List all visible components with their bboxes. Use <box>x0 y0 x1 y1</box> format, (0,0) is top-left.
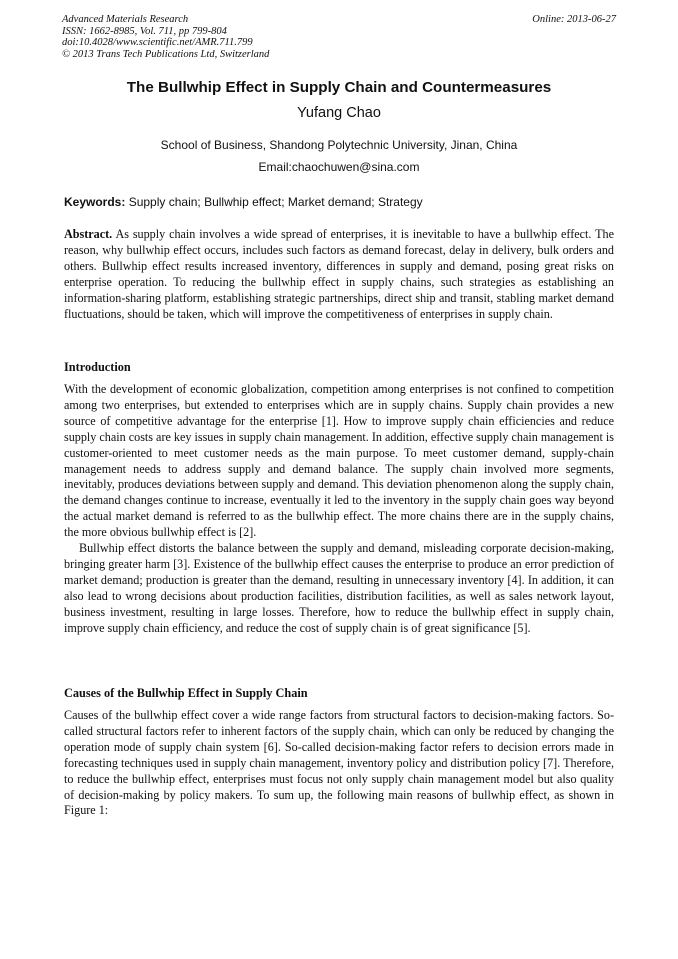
paragraph: Causes of the bullwhip effect cover a wide range factors from structural factors to decision-making factors. So-called structural factors refer to inherent factors of the supply chain, which can only be reduced by changing the operation mode of supply chain system [6]. So-called decision-making factor refers to decision errors made in forecasting techniques used in supply chain management, inventory policy and distribution policy [7]. Therefore, to reduce the bullwhip effect, enterprises must focus not only supply chain management model but also quality of decision-making by policy makers. To sum up, the following main reasons of bullwhip effect, as shown in Figure 1: <box>64 708 614 818</box>
journal-header <box>62 14 616 60</box>
section-heading-causes: Causes of the Bullwhip Effect in Supply Chain <box>64 686 308 700</box>
keywords-text: Supply chain; Bullwhip effect; Market demand; Strategy <box>128 195 423 209</box>
paragraph: With the development of economic globalization, competition among enterprises is not confined to competition among two enterprises, but extended to enterprises which are in supply chains. Supply chain provides a new source of competitive advantage for the enterprise [1]. How to improve supply chain efficiencies and reduce supply chain costs are key issues in supply chain management. In addition, effective supply chain management is customer-oriented to meet customer needs as the main purpose. To meet customer demand, supply-chain management needs to address supply and demand balance. The supply chain involved more segments, inevitably, produces deviations between supply and demand. This deviation phenomenon along the supply chain, the demand changes continue to increase, eventually it led to the inventory in the supply chain goes way beyond the actual market demand is referred to as the bullwhip effect. The more chains there are in the supply chains, the more obvious bullwhip effect is [2]. <box>64 382 615 540</box>
paper-title: The Bullwhip Effect in Supply Chain and Countermeasures <box>126 79 552 96</box>
affiliation: School of Business, Shandong Polytechnic University, Jinan, China <box>160 138 518 152</box>
doi-line: doi:10.4028/www.scientific.net/AMR.711.799 <box>62 37 253 49</box>
issn-line: ISSN: 1662-8985, Vol. 711, pp 799-804 <box>62 25 227 37</box>
keywords-line <box>64 195 614 209</box>
email-label: Email: <box>258 160 292 174</box>
keywords-label: Keywords: <box>64 195 126 209</box>
causes-body <box>64 708 614 819</box>
abstract-label: Abstract. <box>64 227 113 241</box>
email-line <box>0 160 678 174</box>
online-date: Online: 2013-06-27 <box>532 14 616 25</box>
email-address: chaochuwen@sina.com <box>291 160 420 174</box>
author-name: Yufang Chao <box>297 105 381 121</box>
journal-name: Advanced Materials Research <box>62 14 189 25</box>
section-heading-introduction: Introduction <box>64 360 131 374</box>
abstract-text: As supply chain involves a wide spread of enterprises, it is inevitable to have a bullwhip effect. The reason, why bullwhip effect occurs, includes such factors as demand forecast, delay in delivery, bulk orders and others. Bullwhip effect results increased inventory, differences in supply and demand, posing great risks on enterprise operation. To reducing the bullwhip effect in supply chains, such strategies as establishing an information-sharing platform, establishing strategic partnerships, direct ship and transit, stabling market demand fluctuations, should be taken, which will improve the competitiveness of enterprises in supply chain. <box>64 227 614 321</box>
introduction-body <box>64 382 614 637</box>
copyright-line: © 2013 Trans Tech Publications Ltd, Switzerland <box>62 48 270 60</box>
abstract <box>64 227 614 322</box>
paragraph: Bullwhip effect distorts the balance between the supply and demand, misleading corporate decision-making, bringing greater harm [3]. Existence of the bullwhip effect causes the enterprise to produce an error prediction of market demand; production is greater than the demand, resulting in unnecessary inventory [4]. In addition, it can also lead to wrong decisions about production facilities, distribution facilities, as well as sales network layout, business investment, resulting in large losses. Therefore, how to reduce the bullwhip effect in supply chain, improve supply chain efficiency, and reduce the cost of supply chain is of great significance [5]. <box>64 541 614 635</box>
